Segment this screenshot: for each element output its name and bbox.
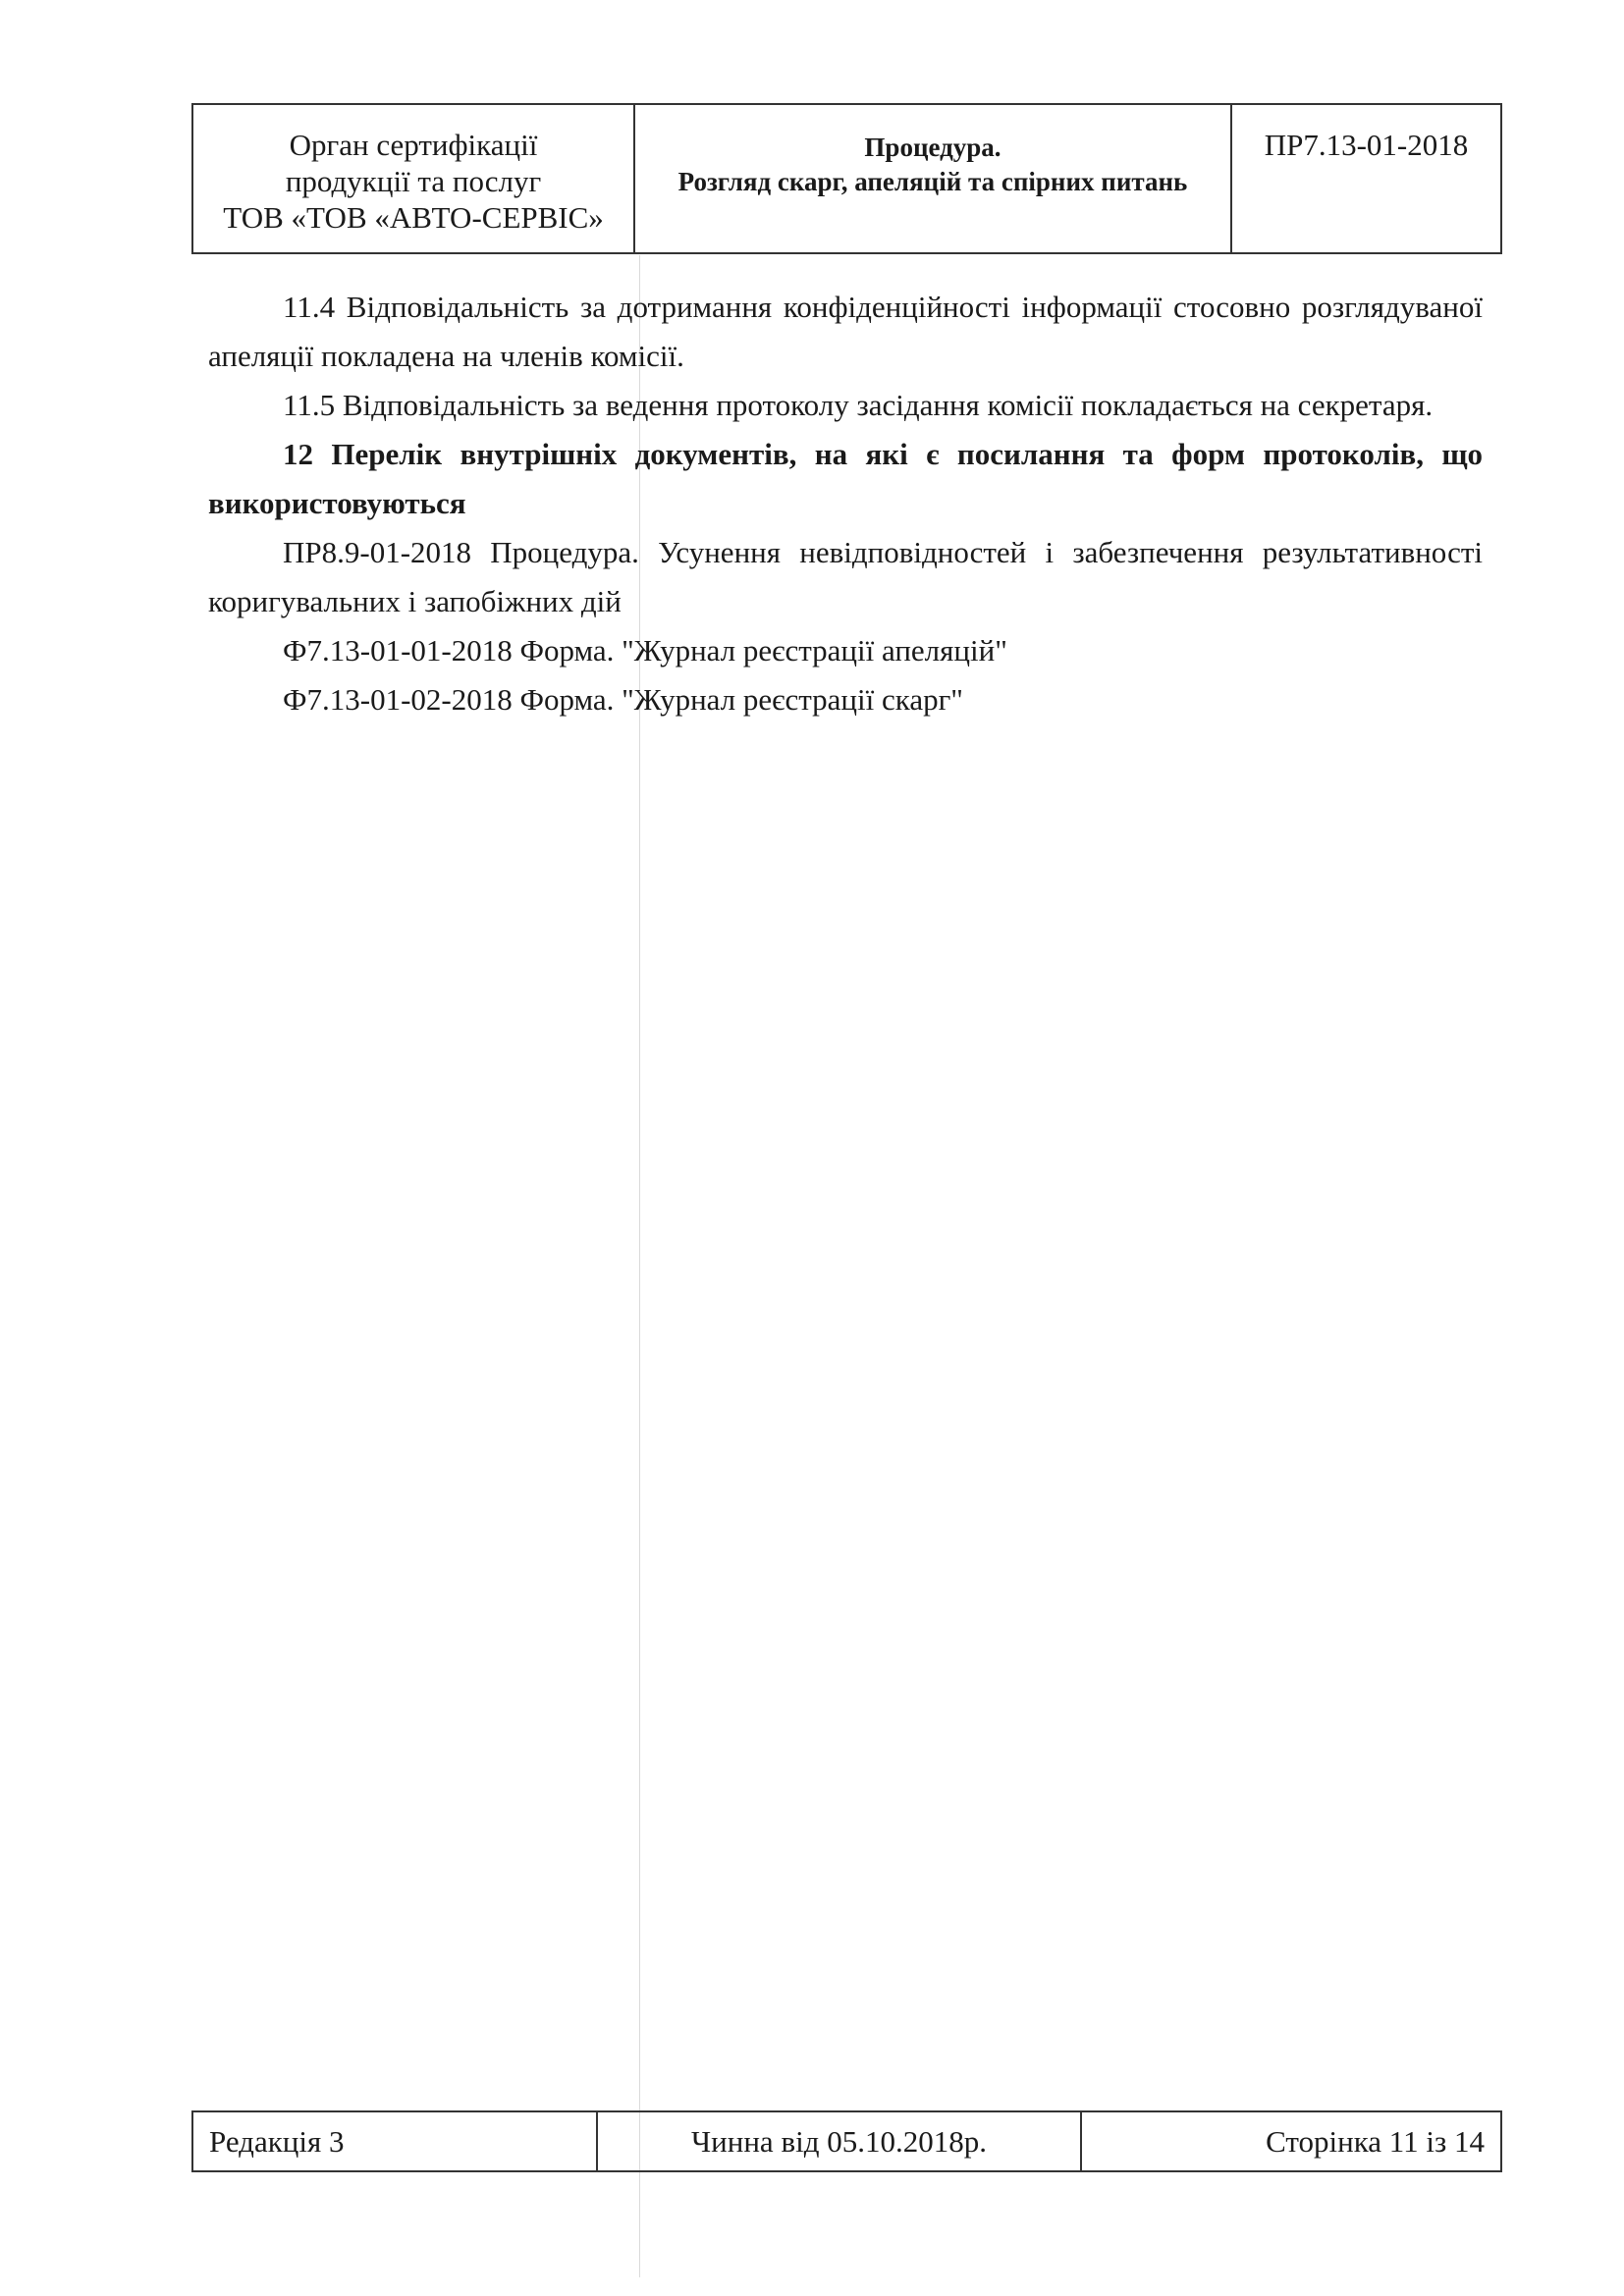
paragraph-11-4: 11.4 Відповідальність за дотримання конфіденційності інформації стосовно розглядуваної апеляції покладена на членів комісії. xyxy=(208,290,1483,373)
footer-revision: Редакція 3 xyxy=(193,2112,598,2170)
footer-effective-date: Чинна від 05.10.2018р. xyxy=(598,2112,1082,2170)
section-12-heading: 12 Перелік внутрішніх документів, на які є посилання та форм протоколів, що використовуються xyxy=(208,437,1483,520)
header-org-line-3: ТОВ «ТОВ «АВТО-СЕРВІС» xyxy=(223,200,604,235)
header-org-line-1: Орган сертифікації xyxy=(289,128,538,162)
reference-form-appeals: Ф7.13-01-01-2018 Форма. "Журнал реєстрації апеляцій" xyxy=(283,633,1007,667)
footer-page-number: Сторінка 11 із 14 xyxy=(1266,2123,1485,2159)
header-document-title xyxy=(635,105,1232,252)
header-doc-code: ПР7.13-01-2018 xyxy=(1264,128,1469,162)
reference-procedure: ПР8.9-01-2018 Процедура. Усунення невідповідностей і забезпечення результативності коригувальних і запобіжних дій xyxy=(208,535,1483,618)
document-header xyxy=(191,103,1502,254)
document-footer xyxy=(191,2110,1502,2172)
reference-form-complaints: Ф7.13-01-02-2018 Форма. "Журнал реєстрації скарг" xyxy=(283,682,963,717)
header-org-line-2: продукції та послуг xyxy=(285,164,542,198)
paragraph-11-5: 11.5 Відповідальність за ведення протоколу засідання комісії покладається на секретаря. xyxy=(283,388,1434,422)
document-body xyxy=(208,283,1483,724)
header-doc-type: Процедура. xyxy=(864,133,1001,162)
header-doc-title: Розгляд скарг, апеляцій та спірних питань xyxy=(677,167,1188,196)
header-document-code xyxy=(1232,105,1500,252)
header-organization xyxy=(193,105,635,252)
